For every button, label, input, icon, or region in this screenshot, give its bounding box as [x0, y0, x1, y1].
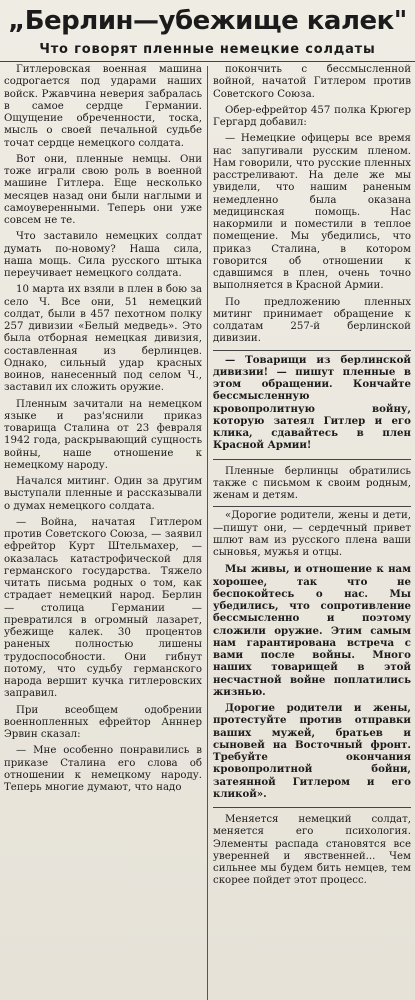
paragraph: покончить с бессмысленной войной, начатой Гитлером против Советского Союза.	[212, 64, 411, 100]
letter-box	[213, 506, 411, 808]
paragraph: Что заставило немецких солдат думать по-новому? Наша сила, наша мощь. Сила русского штыка переучивает немецкого солдата.	[4, 231, 202, 279]
article-headline: „Берлин—убежище калек"	[8, 6, 407, 36]
paragraph: По предложению пленных митинг принимает обращение к солдатам 257-й берлинской дивизии.	[212, 296, 411, 345]
paragraph: При всеобщем одобрении военнопленных ефрейтор Анннер Эрвин сказал:	[4, 704, 202, 740]
appeal-box	[213, 350, 411, 460]
left-column	[4, 64, 202, 1000]
paragraph: Вот они, пленные немцы. Они тоже играли свою роль в военной машине Гитлера. Еще несколько месяцев назад они были наглыми и самоуверенными. Теперь они уже совсем не те.	[4, 153, 202, 226]
article-body	[0, 62, 415, 1000]
paragraph: Гитлеровская военная машина содрогается под ударами наших войск. Ржавчина неверия забралась в самое сердце Германии. Ощущение обреченности, тоска, мысль о своей печальной судьбе точат сердце немецкого солдата.	[4, 64, 202, 149]
paragraph: Пленные берлинцы обратились также с письмом к своим родным, женам и детям.	[212, 465, 411, 501]
paragraph: Меняется немецкий солдат, меняется его психология. Элементы распада становятся все уверенней и явственней... Чем сильнее мы будем бить немцев, тем скорее пойдет этот процесс.	[212, 814, 411, 887]
paragraph: — Мне особенно понравились в приказе Сталина его слова об отношении к немецкому народу. Теперь многие думают, что надо	[4, 745, 202, 793]
letter-opening: «Дорогие родители, жены и дети,—пишут они, — сердечный привет шлют вам из русского плена ваши сыновья, мужья и отцы.	[212, 510, 411, 558]
article-subheadline: Что говорят пленные немецкие солдаты	[0, 36, 415, 62]
paragraph: Начался митинг. Один за другим выступали пленные и рассказывали о думах немецкого солдата.	[4, 476, 202, 512]
right-column	[213, 64, 411, 1000]
paragraph: Обер-ефрейтор 457 полка Крюгер Гергард добавил:	[212, 104, 411, 128]
paragraph: — Война, начатая Гитлером против Советского Союза, — заявил ефрейтор Курт Штельмахер, — оказалась катастрофической для германского государства. Тяжело читать письма родных о том, как страдает немецкий народ. Берлин — столица Германии — превратился в огромный лазарет, убежище калек. 30 процентов раненых полностью лишены трудоспособности. Они гибнут потому, что судьбу германского народа вершит кучка гитлеровских заправил.	[4, 516, 202, 700]
paragraph: — Немецкие офицеры все время нас запугивали русским пленом. Нам говорили, что русские пленных расстреливают. На деле же мы увидели, что нашим раненым немедленно была оказана медицинская помощь. Нас накормили и поместили в теплое помещение. Мы убедились, что приказ Сталина, в котором говорится об отношении к сдавшимся в плен, очень точно выполняется в Красной Армии.	[212, 133, 411, 292]
appeal-text: — Товарищи из берлинской дивизии! — пишут пленные в этом обращении. Кончайте бессмысленную кровопролитную войну, которую затеял Гитлер и его клика, сдавайтесь в плен Красной Армии!	[212, 353, 411, 452]
paragraph: Пленным зачитали на немецком языке и раз'яснили приказ товарища Сталина от 23 февраля 1942 года, раскрывающий сущность войны, наше отношение к немецкому народу.	[4, 398, 202, 471]
column-divider	[207, 66, 208, 1000]
letter-paragraph: Мы живы, и отношение к нам хорошее, так что не беспокойтесь о нас. Мы убедились, что сопротивление бессмысленно и поэтому сложили оружие. Этим самым нам гарантирована встреча с вами после войны. Много наших товарищей в этой несчастной войне поплатились жизнью.	[212, 563, 411, 698]
letter-paragraph: Дорогие родители и жены, протестуйте против отправки ваших мужей, братьев и сыновей на Восточный фронт. Требуйте окончания кровопролитной бойни, затеянной Гитлером и его кликой».	[212, 702, 411, 800]
paragraph: 10 марта их взяли в плен в бою за село Ч. Все они, 51 немецкий солдат, были в 457 пехотном полку 257 дивизии «Белый медведь». Это была отборная немецкая дивизия, составленная из берлинцев. Однако, сильный удар красных воинов, нанесенный под селом Ч., заставил их сложить оружие.	[4, 284, 202, 394]
